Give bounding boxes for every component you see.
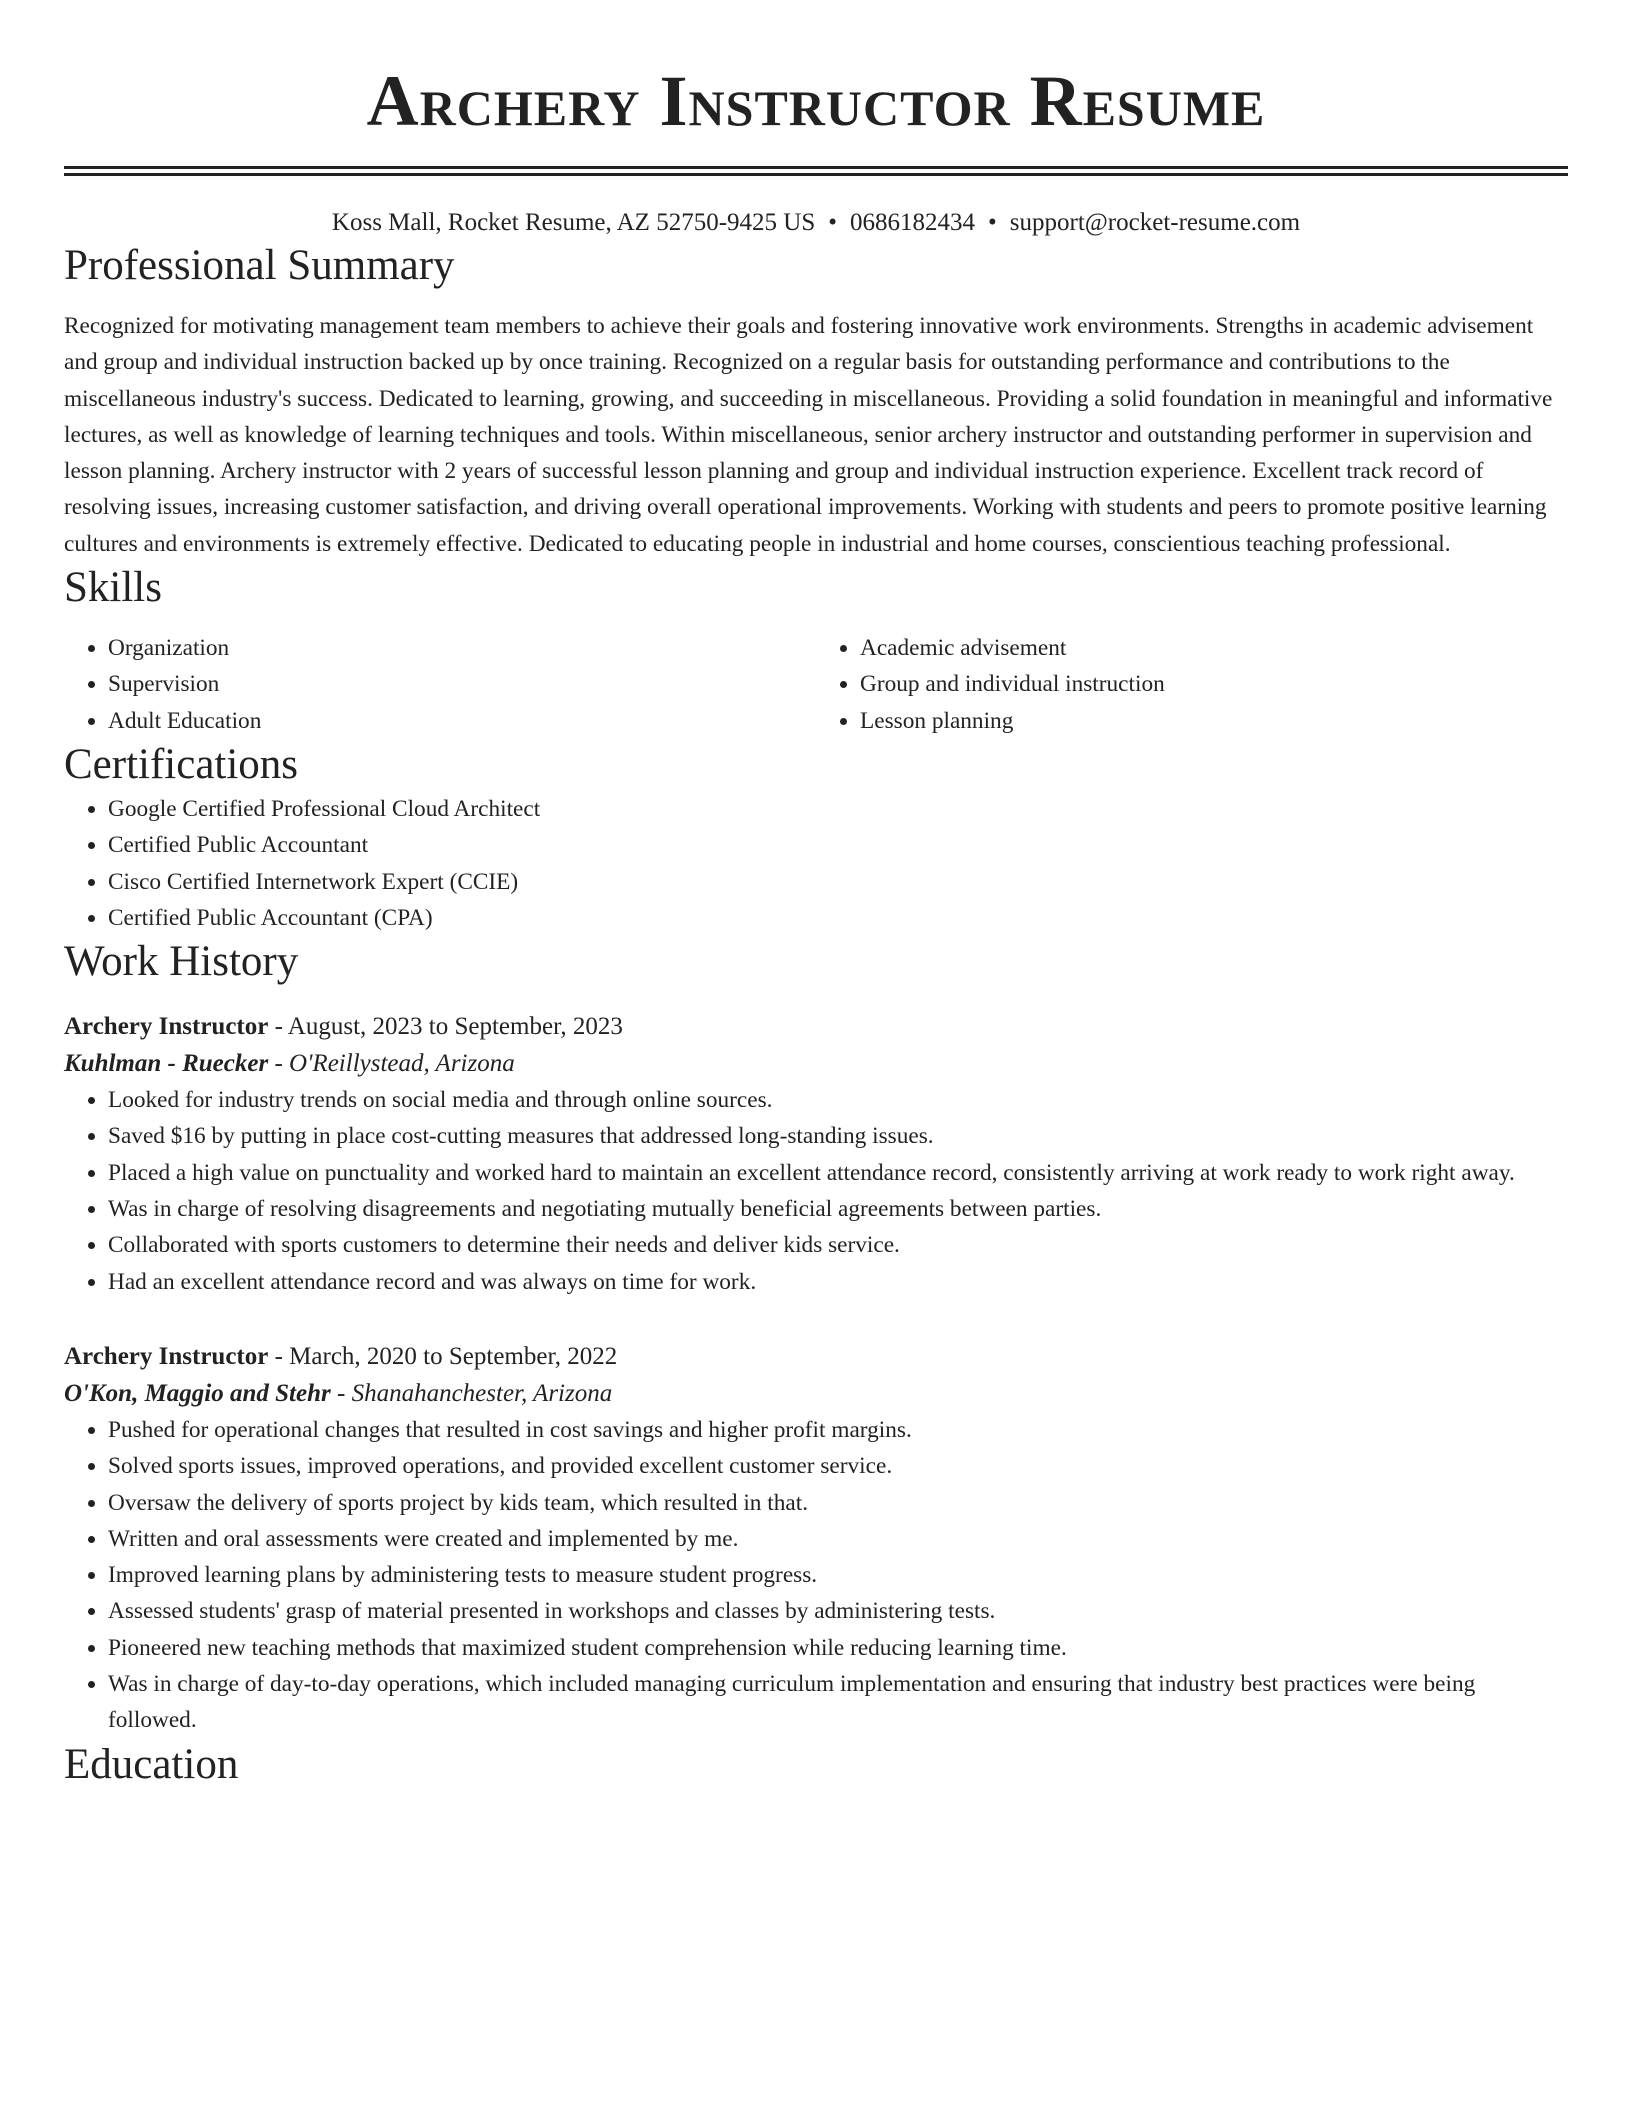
section-heading-summary: Professional Summary	[64, 242, 455, 289]
job-company-line	[64, 1375, 1568, 1412]
certification-item: • Certified Public Accountant (CPA)	[108, 900, 1568, 936]
title-divider	[64, 166, 1568, 176]
job-bullet: • Pioneered new teaching methods that maximized student comprehension while reducing learning time.	[108, 1630, 1568, 1666]
skills-list-left	[64, 630, 816, 739]
job-bullet: • Assessed students' grasp of material presented in workshops and classes by administering tests.	[108, 1593, 1568, 1629]
skill-item: • Adult Education	[108, 703, 816, 739]
section-heading-work-history: Work History	[64, 938, 299, 986]
skill-item: • Organization	[108, 630, 816, 666]
job-bullet: • Pushed for operational changes that resulted in cost savings and higher profit margins.	[108, 1412, 1568, 1448]
section-heading-certifications: Certifications	[64, 740, 299, 788]
job-location: - O'Reillystead, Arizona	[268, 1050, 515, 1078]
certification-item: • Certified Public Accountant	[108, 827, 1568, 863]
job-bullet: • Collaborated with sports customers to determine their needs and deliver kids service.	[108, 1227, 1568, 1263]
job-bullet: • Oversaw the delivery of sports project by kids team, which resulted in that.	[108, 1485, 1568, 1521]
job-bullets	[64, 1082, 1568, 1300]
section-heading-skills: Skills	[64, 564, 162, 612]
job-bullet: • Looked for industry trends on social media and through online sources.	[108, 1082, 1568, 1118]
skills-columns	[64, 630, 1568, 739]
contact-email: support@rocket-resume.com	[1009, 209, 1301, 236]
job-bullet: • Placed a high value on punctuality and worked hard to maintain an excellent attendance record, consistently arriving at work ready to work right away.	[108, 1155, 1568, 1191]
job-entry	[64, 1008, 1568, 1300]
job-title: Archery Instructor	[64, 1013, 269, 1041]
job-bullet: • Had an excellent attendance record and was always on time for work.	[108, 1264, 1568, 1300]
summary-paragraph: Recognized for motivating management team members to achieve their goals and fostering innovative work environments. Strengths in academic advisement and group and individual instruction backed up by once training. Recognized on a regular basis for outstanding performance and contributions to the miscellaneous industry's success. Dedicated to learning, growing, and succeeding in miscellaneous. Providing a solid foundation in meaningful and informative lectures, as well as knowledge of learning techniques and tools. Within miscellaneous, senior archery instructor and outstanding performer in supervision and lesson planning. Archery instructor with 2 years of successful lesson planning and group and individual instruction experience. Excellent track record of resolving issues, increasing customer satisfaction, and driving overall operational improvements. Working with students and peers to promote positive learning cultures and environments is extremely effective. Dedicated to educating people in industrial and home courses, conscientious teaching professional.	[64, 313, 1553, 557]
skill-item: • Group and individual instruction	[860, 666, 1568, 702]
job-bullet: • Solved sports issues, improved operations, and provided excellent customer service.	[108, 1448, 1568, 1484]
job-bullet: • Saved $16 by putting in place cost-cutting measures that addressed long-standing issues.	[108, 1118, 1568, 1154]
skill-item: • Academic advisement	[860, 630, 1568, 666]
job-bullets	[64, 1412, 1568, 1739]
contact-address: Koss Mall, Rocket Resume, AZ 52750-9425 US	[331, 209, 816, 236]
job-title-line	[64, 1008, 1568, 1045]
contact-line	[64, 206, 1568, 240]
skill-item: • Supervision	[108, 666, 816, 702]
job-entry	[64, 1338, 1568, 1739]
job-company-line	[64, 1045, 1568, 1082]
job-title-line	[64, 1338, 1568, 1375]
job-bullet: • Was in charge of resolving disagreements and negotiating mutually beneficial agreements between parties.	[108, 1191, 1568, 1227]
job-bullet: • Written and oral assessments were created and implemented by me.	[108, 1521, 1568, 1557]
certification-item: • Google Certified Professional Cloud Architect	[108, 791, 1568, 827]
job-company: Kuhlman - Ruecker	[64, 1050, 269, 1078]
contact-separator: •	[988, 209, 997, 236]
section-heading-education: Education	[64, 1740, 239, 1788]
skills-list-right	[816, 630, 1568, 739]
job-dates: - March, 2020 to September, 2022	[268, 1342, 618, 1370]
job-location: - Shanahanchester, Arizona	[330, 1379, 613, 1407]
job-title: Archery Instructor	[64, 1342, 269, 1370]
job-dates: - August, 2023 to September, 2023	[268, 1013, 623, 1041]
job-company: O'Kon, Maggio and Stehr	[64, 1379, 331, 1407]
contact-phone: 0686182434	[850, 209, 976, 236]
resume-title: Archery Instructor Resume	[366, 61, 1266, 141]
certifications-list	[64, 791, 1568, 936]
contact-separator: •	[828, 209, 838, 236]
certification-item: • Cisco Certified Internetwork Expert (CCIE)	[108, 864, 1568, 900]
skill-item: • Lesson planning	[860, 703, 1568, 739]
job-bullet: • Was in charge of day-to-day operations, which included managing curriculum implementation and ensuring that industry best practices were being followed.	[108, 1666, 1568, 1739]
job-bullet: • Improved learning plans by administering tests to measure student progress.	[108, 1557, 1568, 1593]
